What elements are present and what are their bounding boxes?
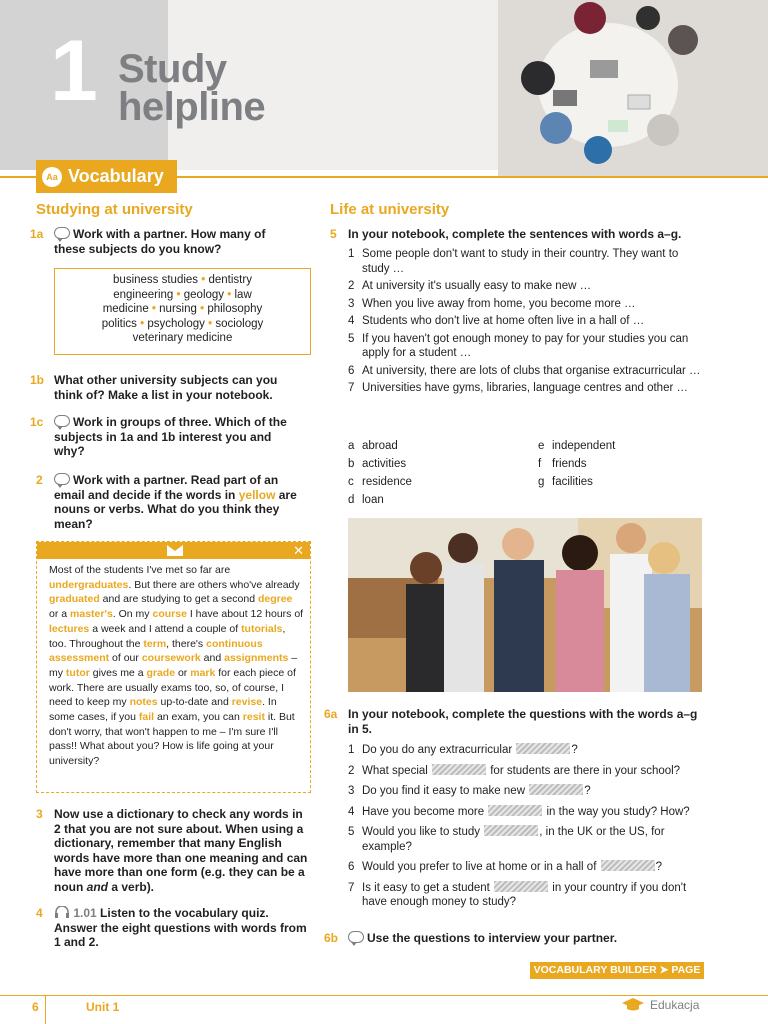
- exercise-text: What other university subjects can you think of? Make a list in your notebook.: [54, 373, 278, 402]
- email-text-segment: , too. Throughout the: [49, 622, 286, 650]
- exercise-2: 2 Work with a partner. Read part of an email and decide if the words in yellow are nouns or verbs. What do you think they mean?: [36, 473, 297, 531]
- publisher-name: Edukacja: [650, 998, 700, 1012]
- highlighted-word: coursework: [141, 652, 201, 665]
- highlighted-word: continuous assessment: [49, 637, 263, 665]
- subjects-line: engineering • geology • law: [113, 288, 252, 301]
- exercise-text: Listen to the vocabulary quiz. Answer the eight questions with words from 1 and 2.: [54, 906, 307, 949]
- highlighted-word: master's: [70, 608, 113, 621]
- email-text-segment: – my: [49, 652, 298, 679]
- unit-title-line2: helpline: [118, 85, 266, 129]
- email-text-segment: a week and I attend a couple of: [89, 622, 242, 635]
- subjects-line: medicine • nursing • philosophy: [102, 303, 263, 316]
- exercise-number: 1a: [30, 227, 44, 241]
- speech-bubble-icon: [348, 931, 364, 943]
- highlighted-word: assignments: [224, 652, 289, 665]
- unit-title: [118, 47, 266, 129]
- email-box: [36, 541, 311, 793]
- list-item: 7 Universities have gyms, libraries, language centres and other …: [348, 382, 688, 394]
- highlighted-word: degree: [257, 593, 293, 606]
- option-d: d loan: [348, 494, 384, 506]
- email-text-segment: I have about 12 hours of: [186, 608, 304, 621]
- highlighted-word: tutorials: [241, 622, 283, 635]
- email-text-segment: . In some cases, if you: [49, 696, 277, 724]
- answer-gap[interactable]: [432, 764, 486, 775]
- highlighted-word: undergraduates: [49, 578, 129, 591]
- exercise-1a: [30, 227, 300, 256]
- highlighted-word: notes: [129, 696, 158, 709]
- header-photo-students-table: [498, 0, 768, 178]
- highlighted-word: resit: [242, 711, 265, 724]
- email-text-segment: gives me a: [89, 666, 147, 679]
- unit-number: 1: [50, 23, 98, 119]
- highlighted-word: fail: [138, 711, 155, 724]
- exercise-text: In your notebook, complete the questions with the words a–g in 5.: [348, 707, 698, 736]
- list-item: 2 What special for students are there in your school?: [348, 764, 681, 777]
- exercise-text: Work in groups of three. Which of the subjects in 1a and 1b interest you and why?: [54, 415, 287, 458]
- section-title-life: Life at university: [330, 201, 450, 218]
- section-title-studying: Studying at university: [36, 201, 193, 218]
- speech-bubble-icon: [54, 227, 70, 239]
- envelope-icon: [167, 545, 183, 556]
- sentences-list: [348, 247, 704, 396]
- list-item: 4 Students who don't live at home often live in a hall of …: [348, 315, 645, 327]
- list-item: 1 Do you do any extracurricular ?: [348, 744, 578, 756]
- email-text-segment: . On my: [112, 608, 153, 621]
- email-text: [49, 563, 304, 769]
- answer-gap[interactable]: [516, 743, 570, 754]
- students-group-photo: [348, 518, 702, 692]
- publisher-logo: [622, 998, 699, 1012]
- exercise-6a: 6a In your notebook, complete the questions with the words a–g in 5.: [324, 707, 709, 736]
- exercise-1b: 1b What other university subjects can you think of? Make a list in your notebook.: [30, 373, 300, 402]
- answer-gap[interactable]: [529, 784, 583, 795]
- highlighted-word: tutor: [65, 666, 90, 679]
- track-number: 1.01: [73, 906, 97, 920]
- email-text-segment: and: [200, 652, 225, 665]
- speech-bubble-icon: [54, 473, 70, 485]
- exercise-6b: 6b Use the questions to interview your partner.: [324, 931, 618, 945]
- email-text-segment: and are studying to get a second: [99, 593, 258, 606]
- answer-gap[interactable]: [494, 881, 548, 892]
- option-b: b activities: [348, 458, 407, 470]
- graduation-cap-icon: [622, 998, 644, 1012]
- questions-list: [348, 743, 704, 910]
- list-item: 1 Some people don't want to study in their country. They want to study …: [348, 248, 679, 275]
- option-e: e independent: [538, 440, 616, 452]
- exercise-4: 4 1.01 Listen to the vocabulary quiz. Answer the eight questions with words from 1 and 2.: [36, 906, 307, 949]
- exercise-text: Use the questions to interview your partner.: [367, 931, 618, 945]
- option-f: f friends: [538, 458, 587, 470]
- vocabulary-tab-label: Vocabulary: [68, 166, 164, 186]
- unit-title-line1: Study: [118, 47, 227, 91]
- email-text-segment: or: [175, 666, 191, 679]
- email-text-segment: it. But don't worry, that won't happen to me – I'm sure I'll pass!! What about you? How is life going at your university?: [49, 711, 295, 768]
- answer-gap[interactable]: [488, 805, 542, 816]
- vocabulary-tab: [36, 160, 177, 193]
- answer-gap[interactable]: [484, 825, 538, 836]
- list-item: 5 Would you like to study , in the UK or the US, for example?: [348, 826, 665, 853]
- exercise-3: 3 Now use a dictionary to check any words in 2 that you are not sure about. When using a dictionary, remember that many English words have more than one meaning and can have more than one form (e.g. they can be a noun and a verb).: [36, 807, 308, 894]
- email-text-segment: . But there are others who've already: [128, 578, 300, 591]
- subjects-line: veterinary medicine: [132, 332, 233, 345]
- list-item: 7 Is it easy to get a student in your country if you don't have enough money to study?: [348, 881, 687, 908]
- email-text-segment: , there's: [166, 637, 207, 650]
- subjects-box: [54, 268, 311, 355]
- list-item: 5 If you haven't got enough money to pay for your studies you can apply for a student …: [348, 332, 689, 359]
- subjects-line: politics • psychology • sociology: [101, 317, 264, 330]
- exercise-1c: 1c Work in groups of three. Which of the subjects in 1a and 1b interest you and why?: [30, 415, 287, 458]
- list-item: 4 Have you become more in the way you study? How?: [348, 805, 690, 818]
- close-icon: ✕: [293, 543, 304, 558]
- highlighted-word: graduated: [49, 593, 100, 606]
- exercise-5: 5 In your notebook, complete the sentences with words a–g.: [330, 227, 710, 242]
- email-text-segment: an exam, you can: [154, 711, 243, 724]
- vocabulary-builder-link[interactable]: VOCABULARY BUILDER ➤ PAGE 126: [530, 962, 704, 979]
- option-a: a abroad: [348, 440, 398, 452]
- option-g: g facilities: [538, 476, 593, 488]
- list-item: 6 Would you prefer to live at home or in a hall of ?: [348, 861, 662, 873]
- list-item: 3 When you live away from home, you become more …: [348, 297, 636, 310]
- page-number-box: [0, 996, 46, 1024]
- highlighted-word: revise: [231, 696, 263, 709]
- email-text-segment: of our: [109, 652, 142, 665]
- page-number: 6: [32, 1000, 39, 1014]
- list-item: 3 Do you find it easy to make new ?: [348, 785, 591, 797]
- headphones-icon: [54, 906, 70, 918]
- highlighted-word: lectures: [49, 622, 90, 635]
- email-header: [37, 542, 310, 559]
- email-text-segment: up-to-date and: [157, 696, 232, 709]
- footer-unit-label: Unit 1: [86, 1000, 120, 1014]
- footer-rule: [0, 995, 768, 996]
- highlighted-word: grade: [146, 666, 176, 679]
- highlighted-word: term: [143, 637, 167, 650]
- subjects-line: business studies • dentistry: [113, 274, 252, 286]
- exercise-text: Work with a partner. How many of these subjects do you know?: [54, 227, 266, 256]
- option-c: c residence: [348, 476, 412, 488]
- list-item: 6 At university, there are lots of clubs that organise extracurricular …: [348, 364, 701, 377]
- answer-gap[interactable]: [601, 860, 655, 871]
- email-text-segment: for each piece of work. There are usually exams too, so, of course, I need to keep my: [49, 666, 296, 709]
- highlighted-word: mark: [190, 666, 216, 679]
- list-item: 2 At university it's usually easy to make new …: [348, 280, 592, 292]
- exercise-text: In your notebook, complete the sentences with words a–g.: [348, 227, 682, 241]
- email-text-segment: Most of the students I've met so far are: [49, 564, 231, 576]
- speech-bubble-icon: [54, 415, 70, 427]
- vocabulary-icon: Aa: [42, 167, 62, 187]
- email-text-segment: or a: [49, 608, 71, 621]
- highlighted-word: course: [152, 608, 187, 621]
